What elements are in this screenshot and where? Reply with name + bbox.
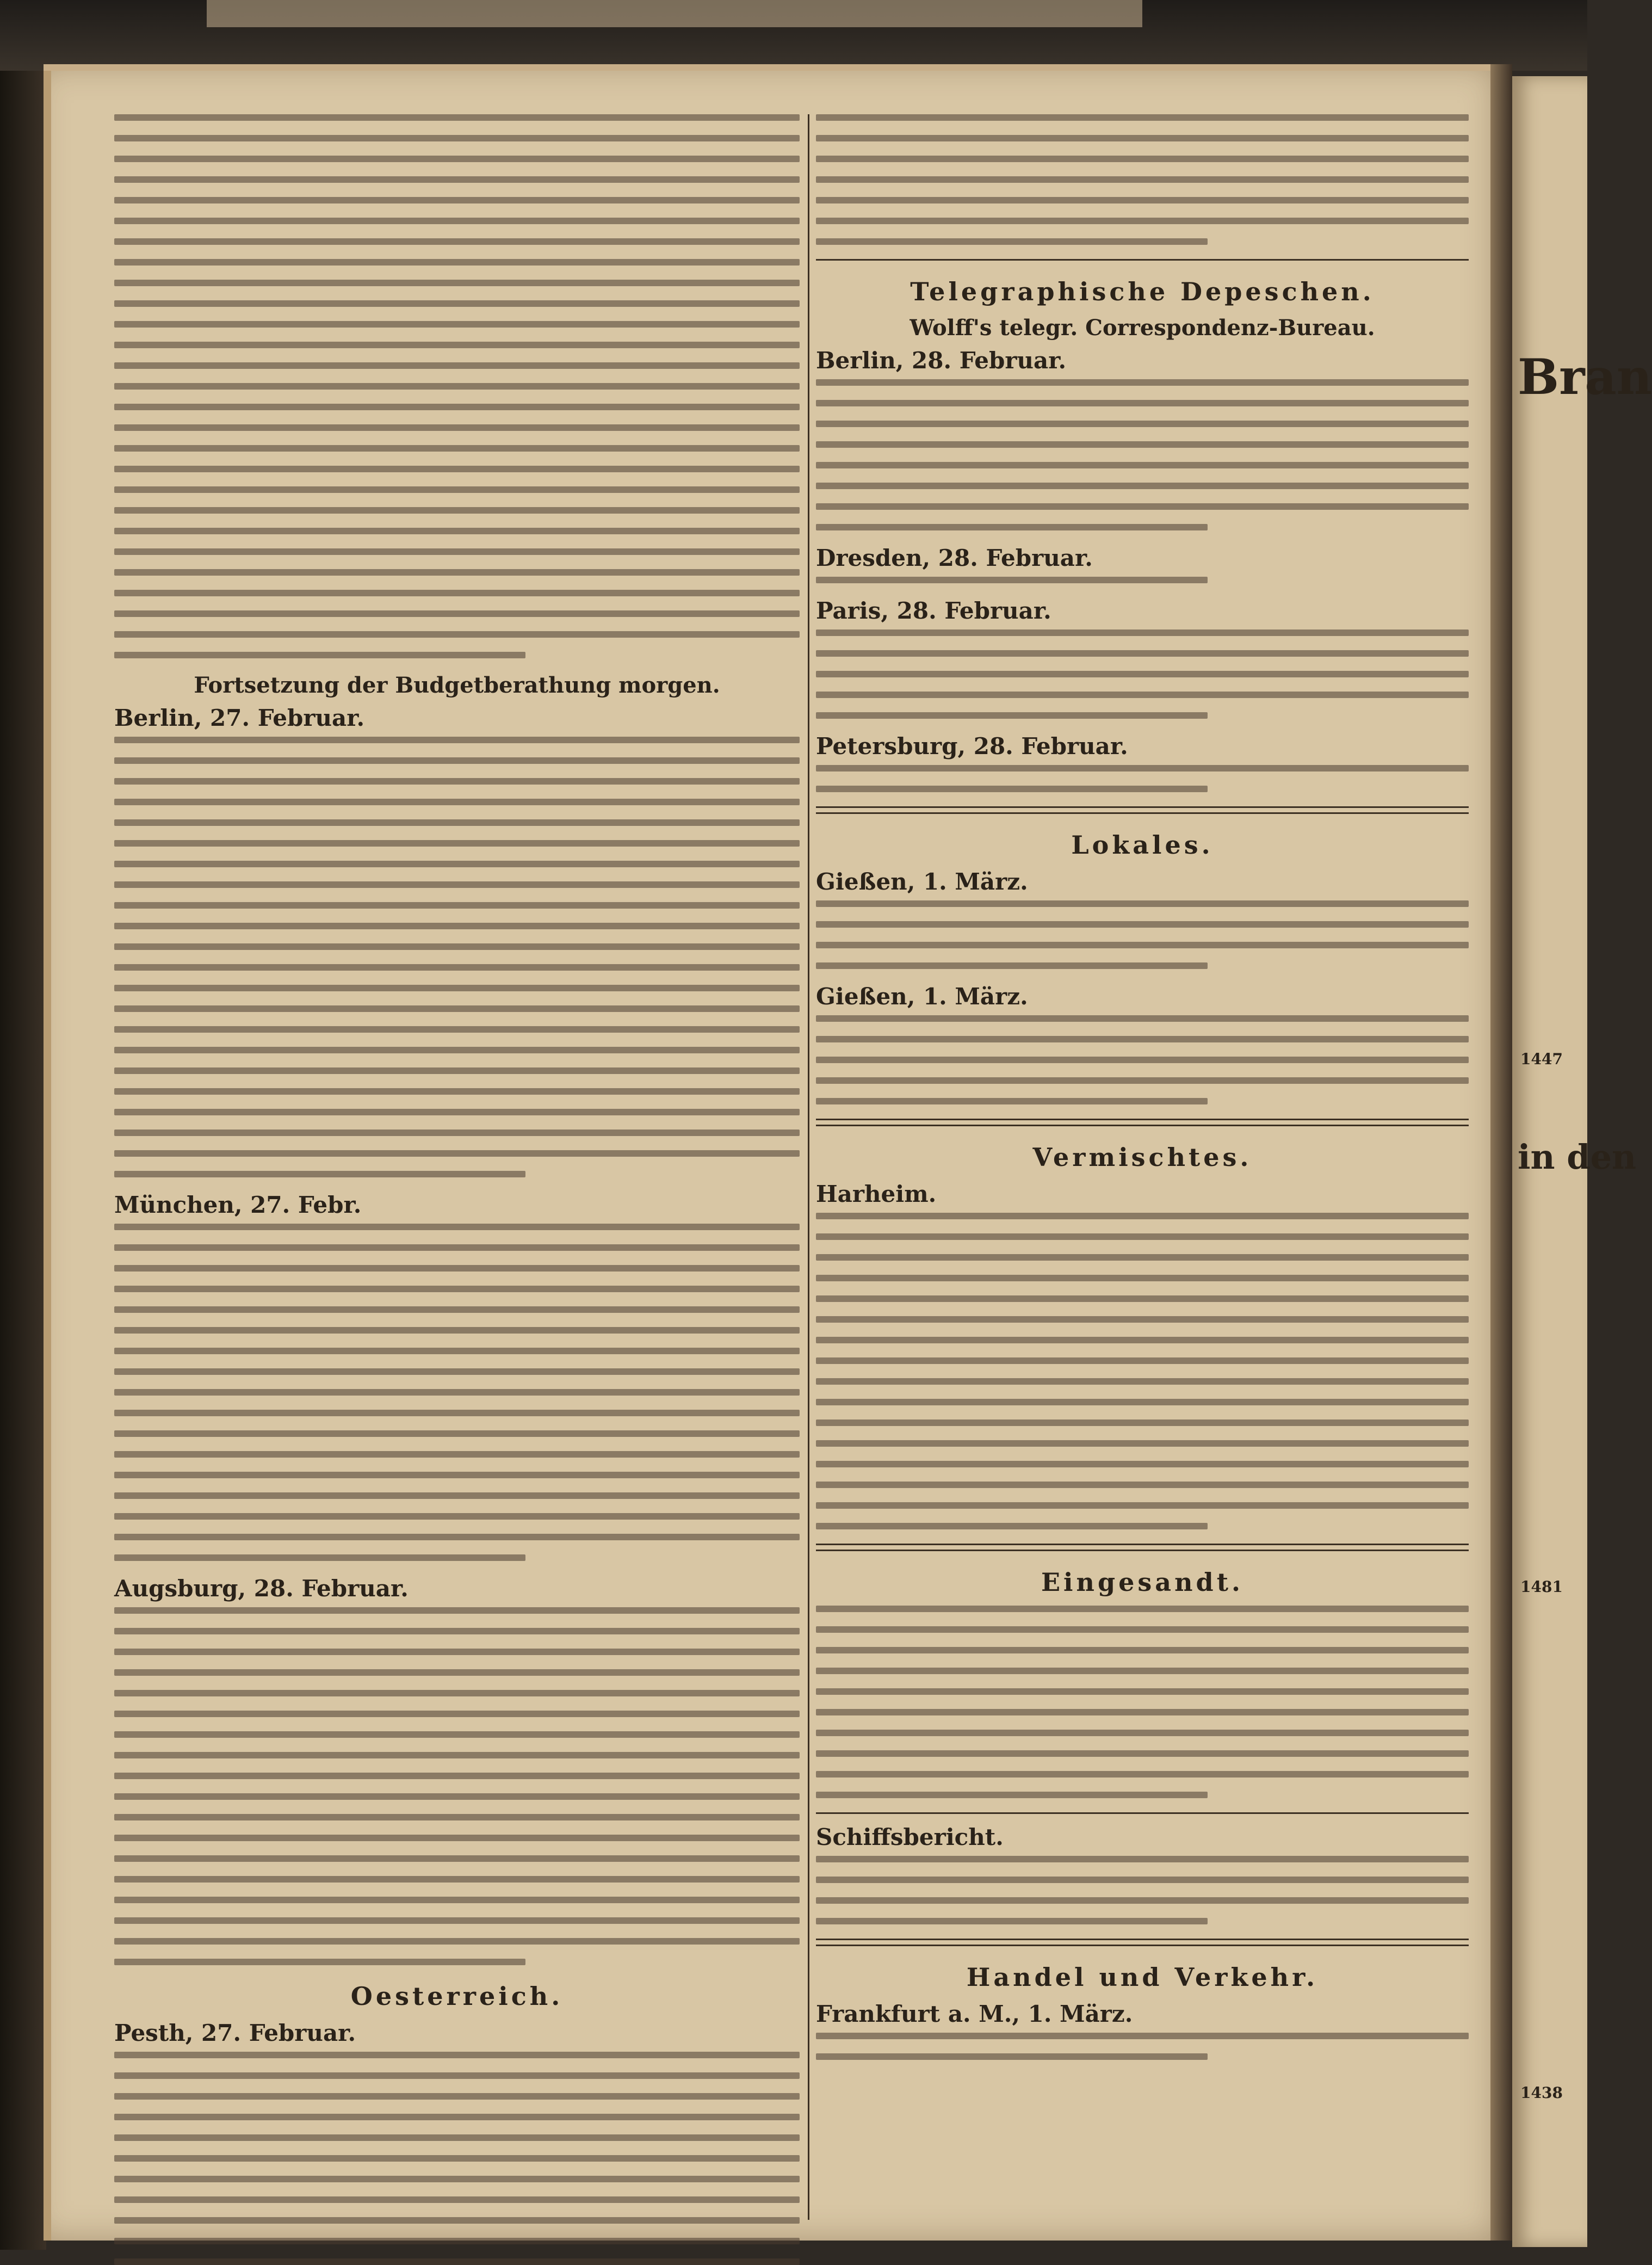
article-text xyxy=(114,1224,800,1561)
section-heading-eingesandt: Eingesandt. xyxy=(1041,1567,1243,1597)
page-top-edge xyxy=(44,64,1512,71)
section-heading-schiffsbericht: Schiffsbericht. xyxy=(816,1824,1004,1850)
article-text xyxy=(816,1015,1469,1104)
dateline-giessen-1: Gießen, 1. März. xyxy=(816,868,1028,895)
divider xyxy=(816,259,1469,261)
dateline-muenchen: München, 27. Febr. xyxy=(114,1192,362,1218)
article-text xyxy=(114,114,800,658)
adjacent-fragment: 1438 xyxy=(1520,2084,1563,2102)
dateline-dresden: Dresden, 28. Februar. xyxy=(816,545,1093,571)
divider xyxy=(816,1812,1469,1814)
adjacent-fragment: in den xyxy=(1518,1137,1637,1177)
article-text xyxy=(816,1213,1469,1529)
left-column xyxy=(114,114,800,2225)
divider xyxy=(816,1939,1469,1946)
dateline-berlin: Berlin, 27. Februar. xyxy=(114,705,365,731)
dateline-giessen-2: Gießen, 1. März. xyxy=(816,983,1028,1010)
section-heading-oesterreich: Oesterreich. xyxy=(350,1982,564,2011)
article-text xyxy=(816,765,1469,792)
page-gutter xyxy=(1490,64,1512,2241)
running-head: Fortsetzung der Budgetberathung morgen. xyxy=(194,672,720,698)
divider xyxy=(816,806,1469,814)
section-heading-vermischtes: Vermischtes. xyxy=(1032,1143,1252,1172)
dateline-berlin-telegraph: Berlin, 28. Februar. xyxy=(816,347,1067,374)
adjacent-fragment: 1481 xyxy=(1520,1578,1563,1596)
section-heading-handel: Handel und Verkehr. xyxy=(966,1962,1319,1992)
divider xyxy=(816,1119,1469,1126)
dateline-petersburg: Petersburg, 28. Februar. xyxy=(816,733,1128,760)
dateline-frankfurt: Frankfurt a. M., 1. März. xyxy=(816,2001,1133,2027)
section-kicker: Wolff's telegr. Correspondenz-Bureau. xyxy=(909,315,1375,341)
dateline-pesth: Pesth, 27. Februar. xyxy=(114,2020,356,2046)
column-rule xyxy=(808,114,809,2220)
article-text xyxy=(816,114,1469,245)
article-text xyxy=(816,629,1469,719)
middle-column xyxy=(816,114,1469,2225)
article-text xyxy=(816,1606,1469,1798)
article-text xyxy=(816,1856,1469,1924)
article-text xyxy=(816,2033,1469,2060)
adjacent-fragment: 1447 xyxy=(1520,1050,1563,1068)
left-binding-edge xyxy=(0,71,46,2250)
dateline-harheim: Harheim. xyxy=(816,1181,937,1207)
divider xyxy=(816,1544,1469,1551)
top-page-strip xyxy=(207,0,1142,27)
article-text xyxy=(816,379,1469,530)
dateline-augsburg: Augsburg, 28. Februar. xyxy=(114,1575,409,1602)
article-text xyxy=(816,577,1469,583)
section-heading-lokales: Lokales. xyxy=(1071,830,1214,860)
adjacent-fragment: Bran xyxy=(1518,348,1652,406)
dateline-paris: Paris, 28. Februar. xyxy=(816,597,1051,624)
article-text xyxy=(114,2052,800,2265)
article-text xyxy=(816,900,1469,969)
section-heading-telegraph: Telegraphische Depeschen. xyxy=(910,277,1375,306)
article-text xyxy=(114,1607,800,1965)
article-text xyxy=(114,737,800,1177)
